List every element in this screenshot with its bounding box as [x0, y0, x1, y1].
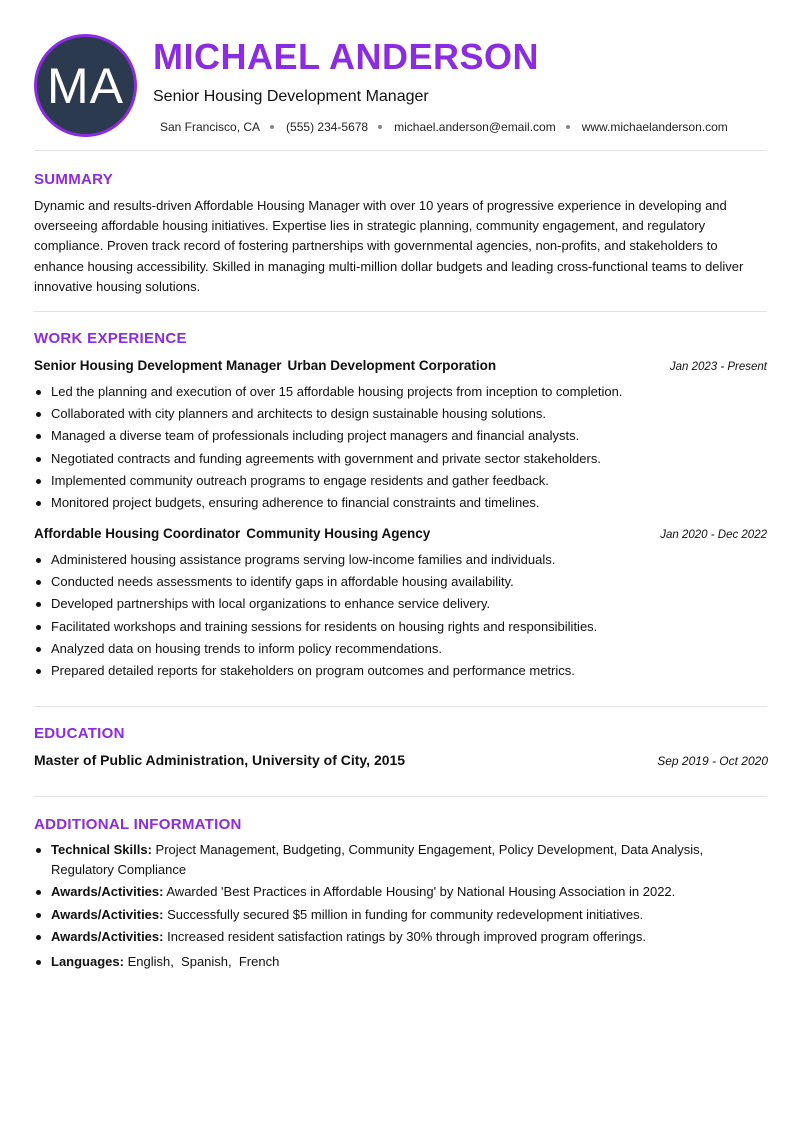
- work-experience-heading: WORK EXPERIENCE: [34, 330, 187, 347]
- job-role: Affordable Housing Coordinator: [34, 526, 241, 541]
- bullet-icon: [36, 890, 41, 895]
- bullet-icon: [36, 848, 41, 853]
- divider: [34, 311, 767, 312]
- bullet-icon: [36, 390, 41, 395]
- job-bullets: [34, 549, 767, 682]
- contact-phone[interactable]: (555) 234-5678: [286, 120, 369, 134]
- job-dates: Jan 2023 - Present: [669, 361, 767, 373]
- list-item: Awards/Activities: Awarded 'Best Practices in Affordable Housing' by National Housing Association in 2022.: [34, 882, 734, 902]
- separator-dot-icon: [378, 125, 382, 129]
- job-title: [34, 526, 430, 541]
- list-item: Languages: English, Spanish, French: [34, 952, 734, 972]
- list-item: Administered housing assistance programs serving low-income families and individuals.: [34, 549, 767, 571]
- contact-bar: [160, 120, 728, 134]
- job-company: Community Housing Agency: [246, 526, 431, 541]
- job-title: [34, 358, 496, 373]
- summary-heading: SUMMARY: [34, 171, 114, 188]
- list-item: Monitored project budgets, ensuring adherence to financial constraints and timelines.: [34, 492, 767, 514]
- education-entry: [34, 752, 768, 768]
- list-item: Led the planning and execution of over 15 affordable housing projects from inception to completion.: [34, 381, 767, 403]
- bullet-icon: [36, 960, 41, 965]
- list-item: Managed a diverse team of professionals including project managers and financial analysts.: [34, 425, 767, 447]
- bullet-icon: [36, 625, 41, 630]
- list-item: Awards/Activities: Successfully secured $5 million in funding for community redevelopment initiatives.: [34, 905, 734, 925]
- list-item: Collaborated with city planners and architects to design sustainable housing solutions.: [34, 403, 767, 425]
- list-item: Negotiated contracts and funding agreements with government and private sector stakeholders.: [34, 448, 767, 470]
- summary-text: Dynamic and results-driven Affordable Housing Manager with over 10 years of progressive experience in developing and overseeing affordable housing initiatives. Expertise lies in strategic planning, community engagement, and regulatory compliance. Proven track record of fostering partnerships with governmental agencies, non-profits, and stakeholders to enhance housing accessibility. Skilled in managing multi-million dollar budgets and leading cross-functional teams to deliver innovative housing solutions.: [34, 198, 744, 294]
- job-role: Senior Housing Development Manager: [34, 358, 282, 373]
- contact-website[interactable]: www.michaelanderson.com: [581, 120, 728, 134]
- separator-dot-icon: [566, 125, 570, 129]
- job-header: [34, 526, 767, 541]
- contact-email[interactable]: michael.anderson@email.com: [394, 120, 556, 134]
- job-bullets: [34, 381, 767, 514]
- job-company: Urban Development Corporation: [287, 358, 497, 373]
- avatar: [34, 34, 137, 137]
- divider: [34, 796, 767, 797]
- list-item: Facilitated workshops and training sessions for residents on housing rights and responsibilities.: [34, 616, 767, 638]
- bullet-icon: [36, 457, 41, 462]
- additional-info-list: [34, 840, 734, 974]
- candidate-headline: Senior Housing Development Manager: [153, 88, 429, 105]
- bullet-icon: [36, 913, 41, 918]
- job-dates: Jan 2020 - Dec 2022: [660, 529, 767, 541]
- separator-dot-icon: [270, 125, 274, 129]
- education-dates: Sep 2019 - Oct 2020: [657, 754, 768, 768]
- bullet-icon: [36, 558, 41, 563]
- bullet-icon: [36, 479, 41, 484]
- list-item: Awards/Activities: Increased resident satisfaction ratings by 30% through improved program offerings.: [34, 927, 734, 947]
- bullet-icon: [36, 669, 41, 674]
- avatar-initials: MA: [47, 57, 124, 114]
- list-item: Developed partnerships with local organizations to enhance service delivery.: [34, 593, 767, 615]
- list-item: Technical Skills: Project Management, Budgeting, Community Engagement, Policy Development, Data Analysis, Regulatory Compliance: [34, 840, 734, 879]
- bullet-icon: [36, 434, 41, 439]
- divider: [34, 150, 767, 151]
- list-item: Prepared detailed reports for stakeholders on program outcomes and performance metrics.: [34, 660, 767, 682]
- contact-location: San Francisco, CA: [160, 120, 261, 134]
- divider: [34, 706, 767, 707]
- education-heading: EDUCATION: [34, 725, 125, 742]
- list-item: Conducted needs assessments to identify gaps in affordable housing availability.: [34, 571, 767, 593]
- bullet-icon: [36, 580, 41, 585]
- bullet-icon: [36, 935, 41, 940]
- bullet-icon: [36, 647, 41, 652]
- bullet-icon: [36, 501, 41, 506]
- bullet-icon: [36, 602, 41, 607]
- list-item: Analyzed data on housing trends to inform policy recommendations.: [34, 638, 767, 660]
- list-item: Implemented community outreach programs to engage residents and gather feedback.: [34, 470, 767, 492]
- candidate-name: MICHAEL ANDERSON: [153, 36, 540, 77]
- additional-info-heading: ADDITIONAL INFORMATION: [34, 816, 242, 833]
- bullet-icon: [36, 412, 41, 417]
- education-degree: Master of Public Administration, University of City, 2015: [34, 752, 406, 768]
- job-header: [34, 358, 767, 373]
